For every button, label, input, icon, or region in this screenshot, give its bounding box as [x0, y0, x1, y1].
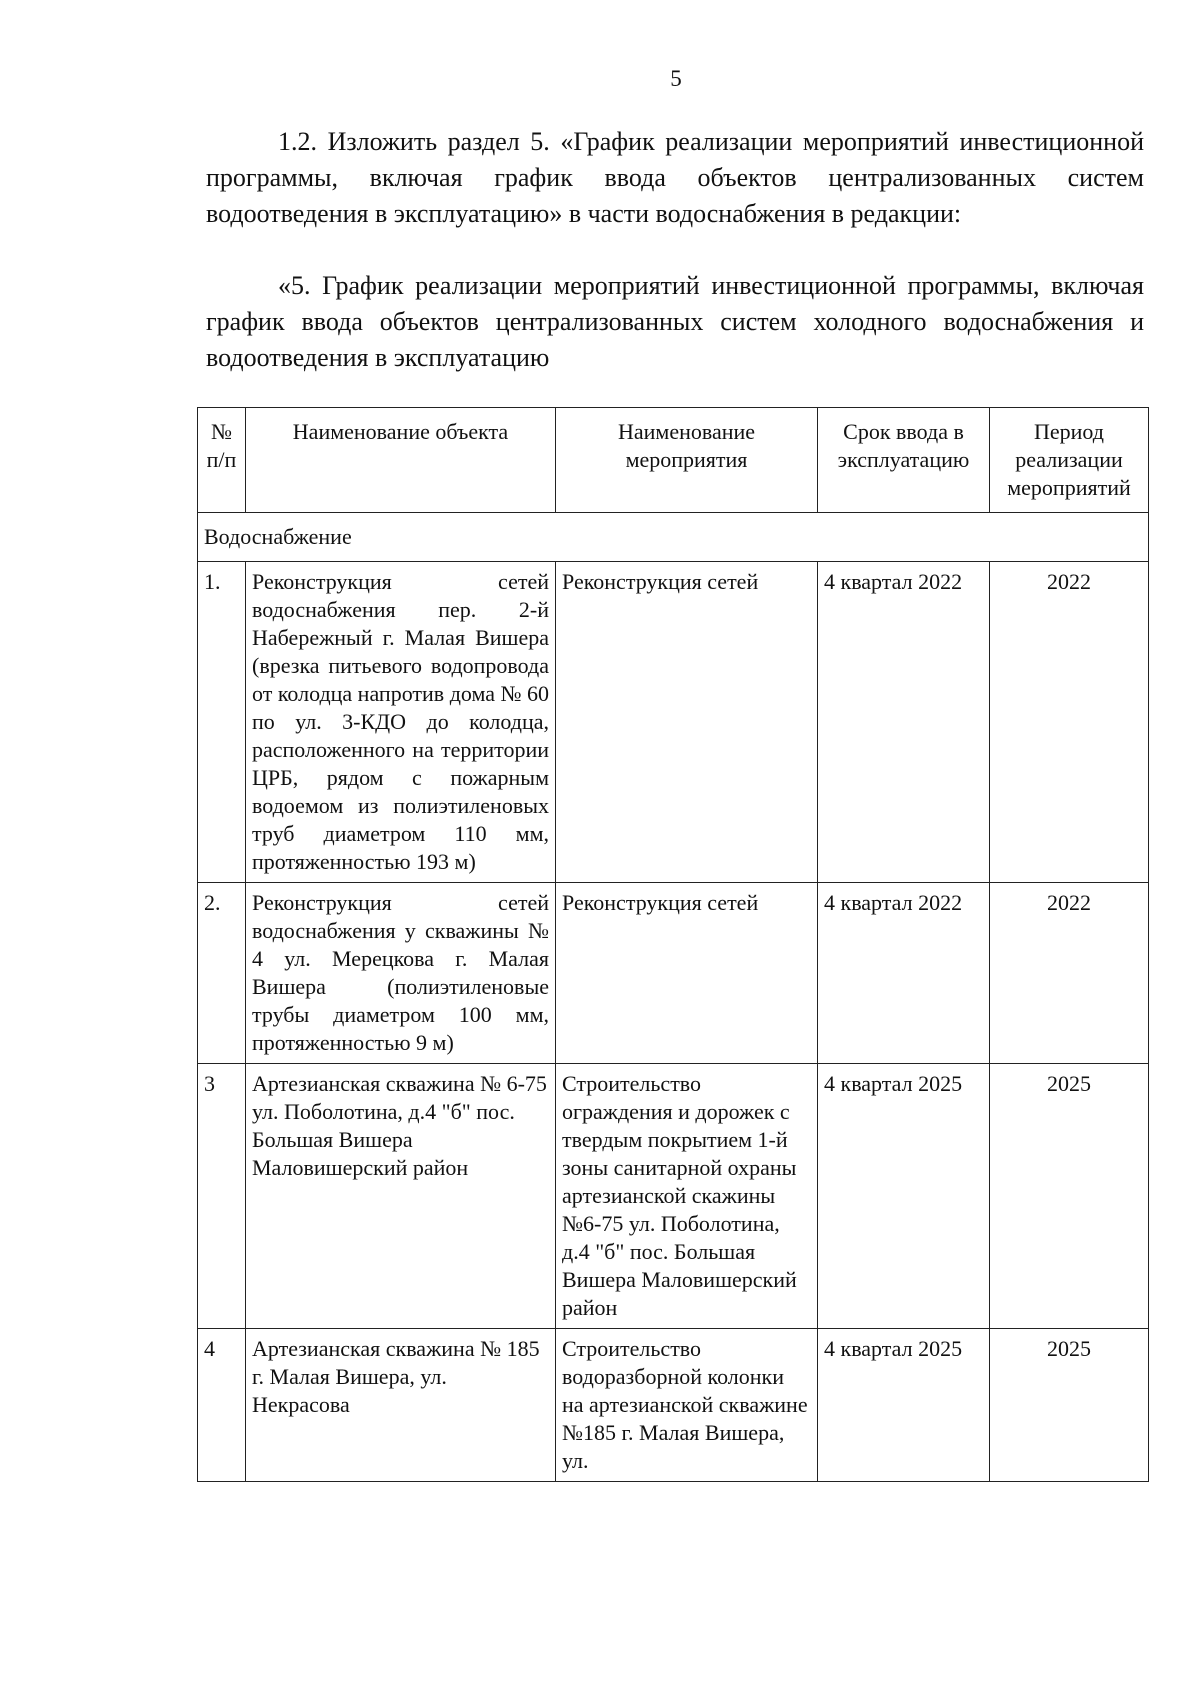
row-period: 2025	[990, 1329, 1149, 1482]
page-number: 5	[670, 66, 682, 91]
table-row	[198, 562, 1149, 883]
section-row	[198, 513, 1149, 562]
table-header-row	[198, 408, 1149, 513]
row-activity: Реконструкция сетей	[556, 562, 818, 883]
table-row	[198, 1064, 1149, 1329]
row-period: 2022	[990, 562, 1149, 883]
row-activity: Реконструкция сетей	[556, 883, 818, 1064]
schedule-table	[197, 407, 1149, 1482]
row-num: 2.	[198, 883, 246, 1064]
header-num: № п/п	[198, 408, 246, 513]
table-row	[198, 883, 1149, 1064]
paragraph-amendment: 1.2. Изложить раздел 5. «График реализации мероприятий инвестиционной программы, включая график ввода объектов централизованных систем водоотведения в эксплуатацию» в части водоснабжения в редакции:	[206, 127, 1144, 228]
row-object: Артезианская скважина № 6-75 ул. Поболотина, д.4 "б" пос. Большая Вишера Маловишерский район	[246, 1064, 556, 1329]
row-term: 4 квартал 2022	[818, 562, 990, 883]
row-term: 4 квартал 2022	[818, 883, 990, 1064]
row-num: 3	[198, 1064, 246, 1329]
header-activity: Наименование мероприятия	[556, 408, 818, 513]
row-period: 2022	[990, 883, 1149, 1064]
table-row	[198, 1329, 1149, 1482]
row-object: Реконструкция сетей водоснабжения у скважины № 4 ул. Мерецкова г. Малая Вишера (полиэтиленовые трубы диаметром 100 мм, протяженностью 9 м)	[246, 883, 556, 1064]
row-object: Реконструкция сетей водоснабжения пер. 2-й Набережный г. Малая Вишера (врезка питьевого водопровода от колодца напротив дома № 60 по ул. 3-КДО до колодца, расположенного на территории ЦРБ, рядом с пожарным водоемом из полиэтиленовых труб диаметром 110 мм, протяженностью 193 м)	[246, 562, 556, 883]
row-period: 2025	[990, 1064, 1149, 1329]
row-term: 4 квартал 2025	[818, 1329, 990, 1482]
row-activity: Строительство ограждения и дорожек с твердым покрытием 1-й зоны санитарной охраны артезианской скажины №6-75 ул. Поболотина, д.4 "б" пос. Большая Вишера Маловишерский район	[556, 1064, 818, 1329]
row-object: Артезианская скважина № 185 г. Малая Вишера, ул. Некрасова	[246, 1329, 556, 1482]
header-term: Срок ввода в эксплуатацию	[818, 408, 990, 513]
paragraph-section-title: «5. График реализации мероприятий инвестиционной программы, включая график ввода объектов централизованных систем холодного водоснабжения и водоотведения в эксплуатацию	[206, 271, 1144, 372]
row-num: 1.	[198, 562, 246, 883]
row-activity: Строительство водоразборной колонки на артезианской скважине №185 г. Малая Вишера, ул.	[556, 1329, 818, 1482]
header-object: Наименование объекта	[246, 408, 556, 513]
row-term: 4 квартал 2025	[818, 1064, 990, 1329]
row-num: 4	[198, 1329, 246, 1482]
header-period: Период реализации мероприятий	[990, 408, 1149, 513]
section-label: Водоснабжение	[198, 513, 1149, 562]
